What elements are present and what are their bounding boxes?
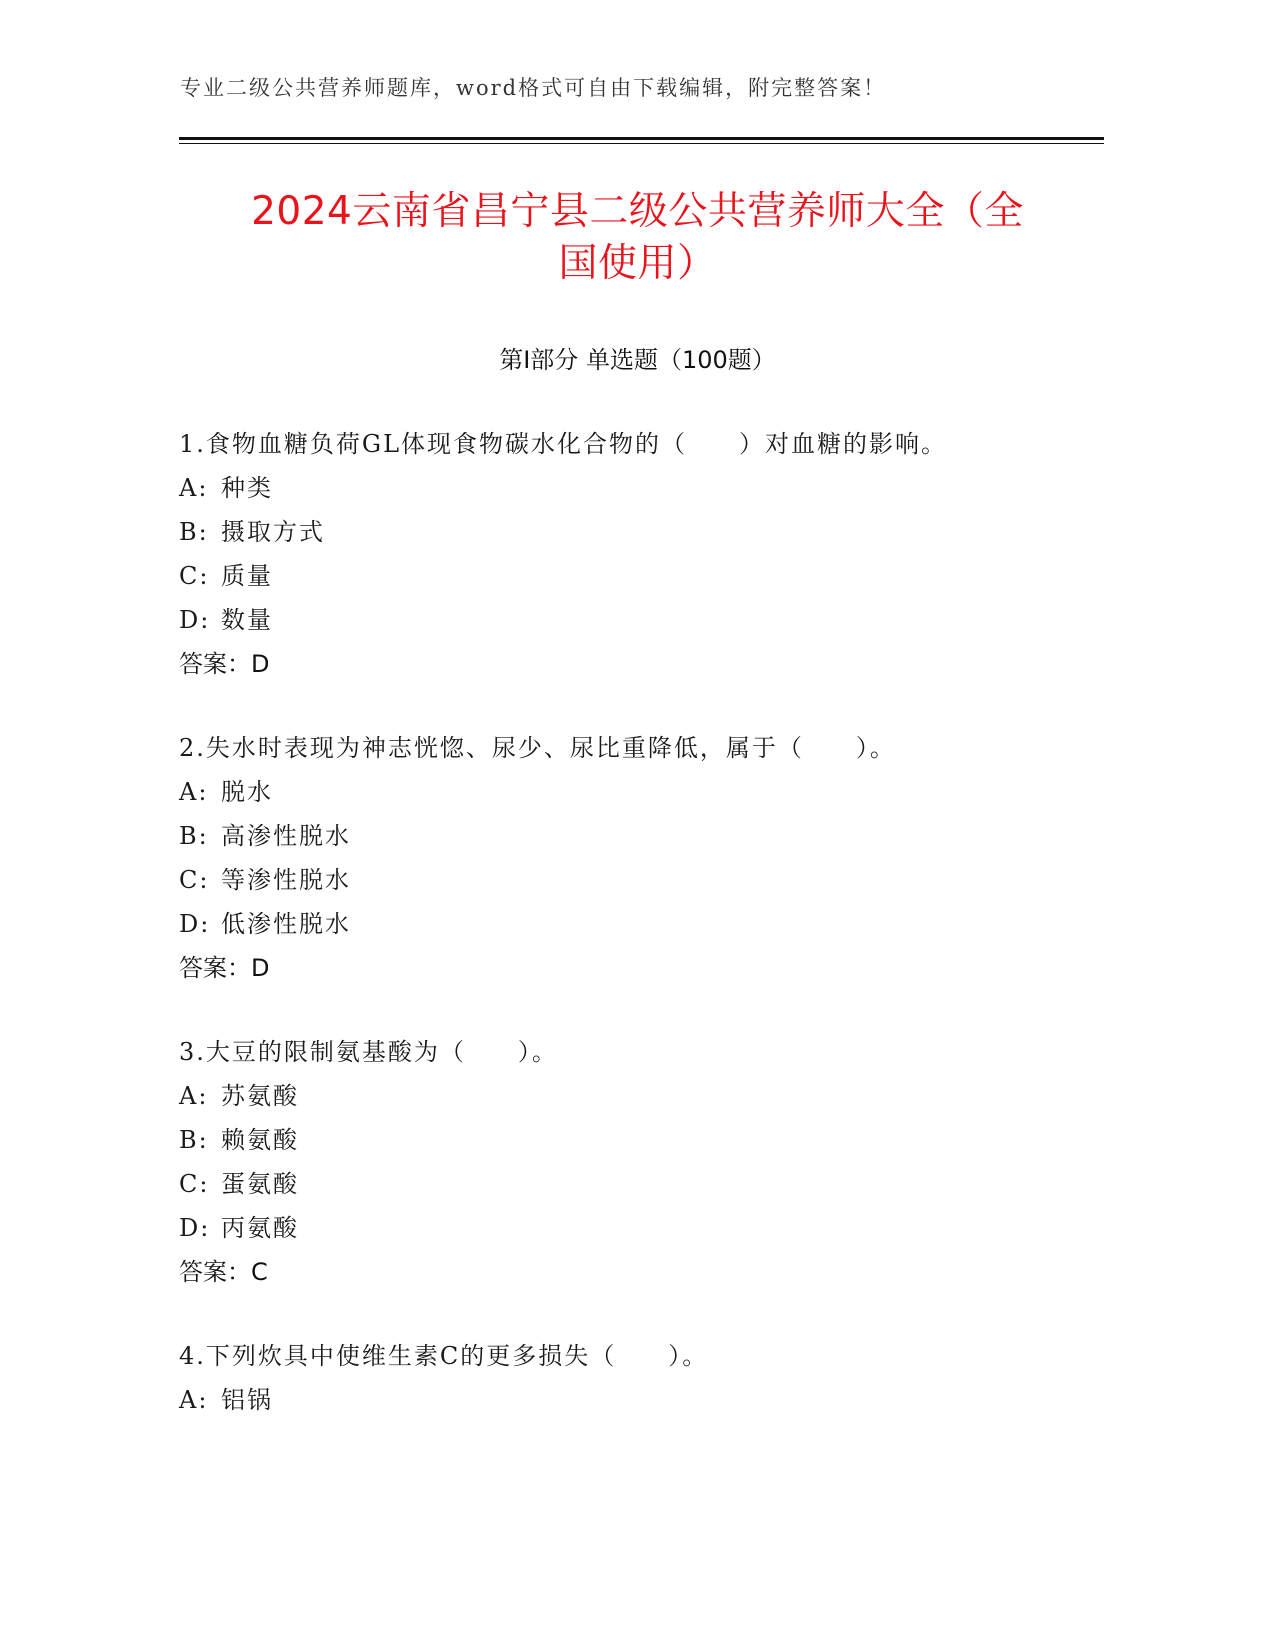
question-stem: 2.失水时表现为神志恍惚、尿少、尿比重降低，属于（ ）。	[179, 734, 896, 762]
option-key: B:	[179, 822, 209, 850]
option-text: 高渗性脱水	[221, 822, 351, 850]
answer-line: 答案：D	[179, 954, 270, 982]
question-stem: 3.大豆的限制氨基酸为（ ）。	[179, 1038, 558, 1066]
question-stem: 1.食物血糖负荷GL体现食物碳水化合物的（ ）对血糖的影响。	[179, 430, 948, 458]
option-d	[179, 598, 1109, 642]
option-key: A:	[179, 1082, 209, 1110]
option-a	[179, 1074, 1109, 1118]
option-a	[179, 1378, 1109, 1422]
question-3	[179, 1030, 1109, 1294]
answer-line: 答案：C	[179, 1258, 268, 1286]
option-a	[179, 770, 1109, 814]
option-d	[179, 902, 1109, 946]
option-key: C:	[179, 866, 210, 894]
option-text: 赖氨酸	[221, 1126, 299, 1154]
option-text: 丙氨酸	[221, 1214, 299, 1242]
option-key: C:	[179, 1170, 210, 1198]
option-key: D:	[179, 606, 211, 634]
option-key: C:	[179, 562, 210, 590]
option-key: B:	[179, 1126, 209, 1154]
option-c	[179, 1162, 1109, 1206]
option-b	[179, 1118, 1109, 1162]
page-header-text: 专业二级公共营养师题库，word格式可自由下载编辑，附完整答案！	[180, 76, 887, 100]
option-text: 质量	[221, 562, 273, 590]
option-text: 摄取方式	[221, 518, 325, 546]
question-1	[179, 422, 1109, 686]
option-key: A:	[179, 778, 209, 806]
option-text: 铝锅	[221, 1386, 273, 1414]
option-text: 苏氨酸	[221, 1082, 299, 1110]
question-2	[179, 726, 1109, 990]
question-4	[179, 1334, 1109, 1422]
option-a	[179, 466, 1109, 510]
option-text: 数量	[221, 606, 273, 634]
option-d	[179, 1206, 1109, 1250]
option-text: 种类	[221, 474, 273, 502]
option-text: 脱水	[221, 778, 273, 806]
option-key: A:	[179, 1386, 209, 1414]
option-text: 低渗性脱水	[221, 910, 351, 938]
option-c	[179, 554, 1109, 598]
option-b	[179, 510, 1109, 554]
option-b	[179, 814, 1109, 858]
option-key: B:	[179, 518, 209, 546]
section-heading: 第Ⅰ部分 单选题（100题）	[499, 346, 776, 374]
document-title-line-1: 2024云南省昌宁县二级公共营养师大全（全	[251, 189, 1024, 234]
question-stem: 4.下列炊具中使维生素C的更多损失（ ）。	[179, 1342, 709, 1370]
option-key: D:	[179, 1214, 211, 1242]
option-key: D:	[179, 910, 211, 938]
header-divider-thick	[179, 137, 1104, 140]
header-divider-thin	[179, 143, 1104, 144]
option-text: 等渗性脱水	[221, 866, 351, 894]
document-title	[150, 186, 1125, 290]
answer-line: 答案：D	[179, 650, 270, 678]
option-c	[179, 858, 1109, 902]
document-title-line-2: 国使用）	[558, 241, 717, 286]
option-key: A:	[179, 474, 209, 502]
question-list	[179, 422, 1109, 1462]
option-text: 蛋氨酸	[221, 1170, 299, 1198]
